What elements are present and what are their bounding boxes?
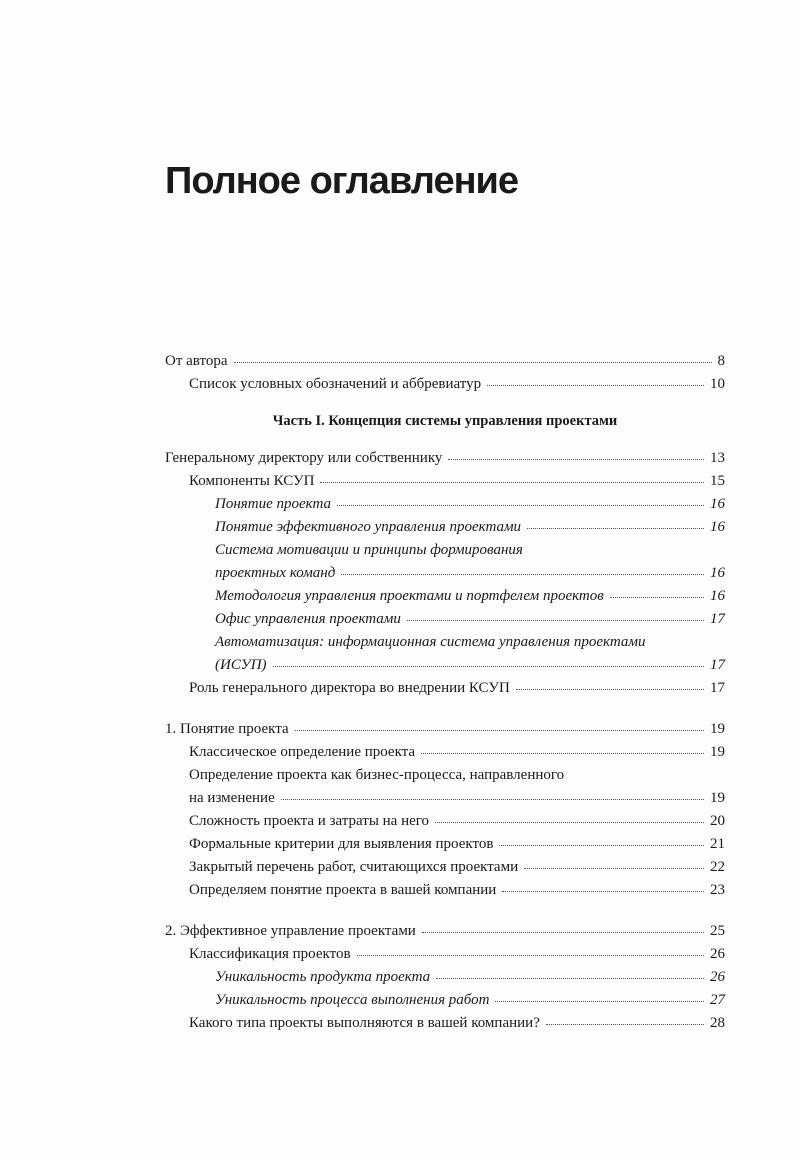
toc-entry-page: 13 [710,450,725,466]
toc-entry-title: Уникальность процесса выполнения работ [215,992,490,1008]
toc-entry-title: Роль генерального директора во внедрении КСУП [189,680,510,696]
toc-entry-title: Формальные критерии для выявления проектов [189,836,494,852]
toc-entry-title: От автора [165,353,228,369]
toc-entry-page: 27 [710,992,725,1008]
toc-entry-title: Методология управления проектами и портфелем проектов [215,588,604,604]
dot-leader [448,455,704,460]
toc-entry-page: 17 [710,611,725,627]
toc-entry [165,920,725,943]
toc-entry-page: 22 [710,859,725,875]
dot-leader [407,616,704,621]
toc-entry-title: Какого типа проекты выполняются в вашей компании? [189,1015,540,1031]
toc-entry-title-line: Система мотивации и принципы формирования [215,542,523,558]
toc-entry [165,833,725,856]
toc-entry [165,350,725,373]
toc-entry-page: 10 [710,376,725,392]
dot-leader [495,997,704,1002]
toc-entry [165,470,725,493]
toc-entry [165,718,725,741]
toc-entry-title: Сложность проекта и затраты на него [189,813,430,829]
toc-entry-title: Генеральному директору или собственнику [165,450,443,466]
toc-entry [165,677,725,700]
toc-entry-title: Компоненты КСУП [189,473,315,489]
toc-entry-page: 20 [710,813,725,829]
toc-entry-page: 19 [710,790,725,806]
toc-entry [165,373,725,396]
toc-entry-title: Понятие проекта [215,496,331,512]
toc-entry-page: 16 [710,588,725,604]
toc-entry [165,879,725,902]
toc-entry-title-line: Определение проекта как бизнес-процесса, направленного [189,767,565,783]
dot-leader [422,928,704,933]
page-title: Полное оглавление [165,160,519,202]
toc-entry-page: 17 [710,680,725,696]
toc-entry-title: Офис управления проектами [215,611,401,627]
toc-entry-title: Классическое определение проекта [189,744,416,760]
toc-entry [165,943,725,966]
toc-entry-page: 16 [710,496,725,512]
toc-entry-page: 19 [710,744,725,760]
dot-leader [499,841,704,846]
toc-entry-page: 16 [710,565,725,581]
dot-leader [341,570,704,575]
toc-entry-page: 28 [710,1015,725,1031]
toc-entry-page: 21 [710,836,725,852]
dot-leader [516,685,704,690]
toc-entry [165,810,725,833]
toc-entry-title: Понятие эффективного управления проектами [215,519,522,535]
dot-leader [502,887,704,892]
toc-entry-page: 8 [717,353,725,369]
toc-entry-title: проектных команд [215,565,336,581]
dot-leader [357,951,704,956]
toc-entry-page: 26 [710,969,725,985]
toc-entry [165,989,725,1012]
dot-leader [281,795,704,800]
toc-entry-page: 26 [710,946,725,962]
dot-leader [320,478,704,483]
toc-entry-title: Закрытый перечень работ, считающихся проектами [189,859,519,875]
toc-entry [165,516,725,539]
dot-leader [234,358,712,363]
toc-entry-title: 1. Понятие проекта [165,721,289,737]
toc-entry-page: 25 [710,923,725,939]
toc-entry-title: Уникальность продукта проекта [215,969,431,985]
toc-entry [165,654,725,677]
toc-entry [165,562,725,585]
toc-entry [165,966,725,989]
toc-entry-title: на изменение [189,790,275,806]
toc-entry-page: 15 [710,473,725,489]
toc-entry [165,741,725,764]
toc-entry-title-line: Автоматизация: информационная система управления проектами [215,634,646,650]
toc-entry-page: 16 [710,519,725,535]
toc-entry [165,1012,725,1035]
dot-leader [524,864,704,869]
dot-leader [337,501,704,506]
dot-leader [546,1020,704,1025]
toc-entry [165,493,725,516]
dot-leader [610,593,704,598]
dot-leader [527,524,704,529]
toc-entry-page: 23 [710,882,725,898]
table-of-contents [165,350,725,1035]
dot-leader [436,974,704,979]
dot-leader [487,381,704,386]
toc-entry-title: (ИСУП) [215,657,267,673]
part-heading: Часть I. Концепция системы управления проектами [272,413,618,429]
toc-entry [165,856,725,879]
toc-entry [165,585,725,608]
toc-entry-title: Список условных обозначений и аббревиатур [189,376,482,392]
dot-leader [273,662,704,667]
section-gap [165,700,725,718]
toc-entry-page: 19 [710,721,725,737]
toc-entry-title: Классификация проектов [189,946,351,962]
toc-entry-page: 17 [710,657,725,673]
toc-entry [165,447,725,470]
dot-leader [295,726,704,731]
section-gap [165,902,725,920]
dot-leader [421,749,704,754]
toc-entry-title: Определяем понятие проекта в вашей компании [189,882,497,898]
toc-entry [165,787,725,810]
dot-leader [435,818,704,823]
toc-entry-title: 2. Эффективное управление проектами [165,923,416,939]
toc-entry [165,608,725,631]
